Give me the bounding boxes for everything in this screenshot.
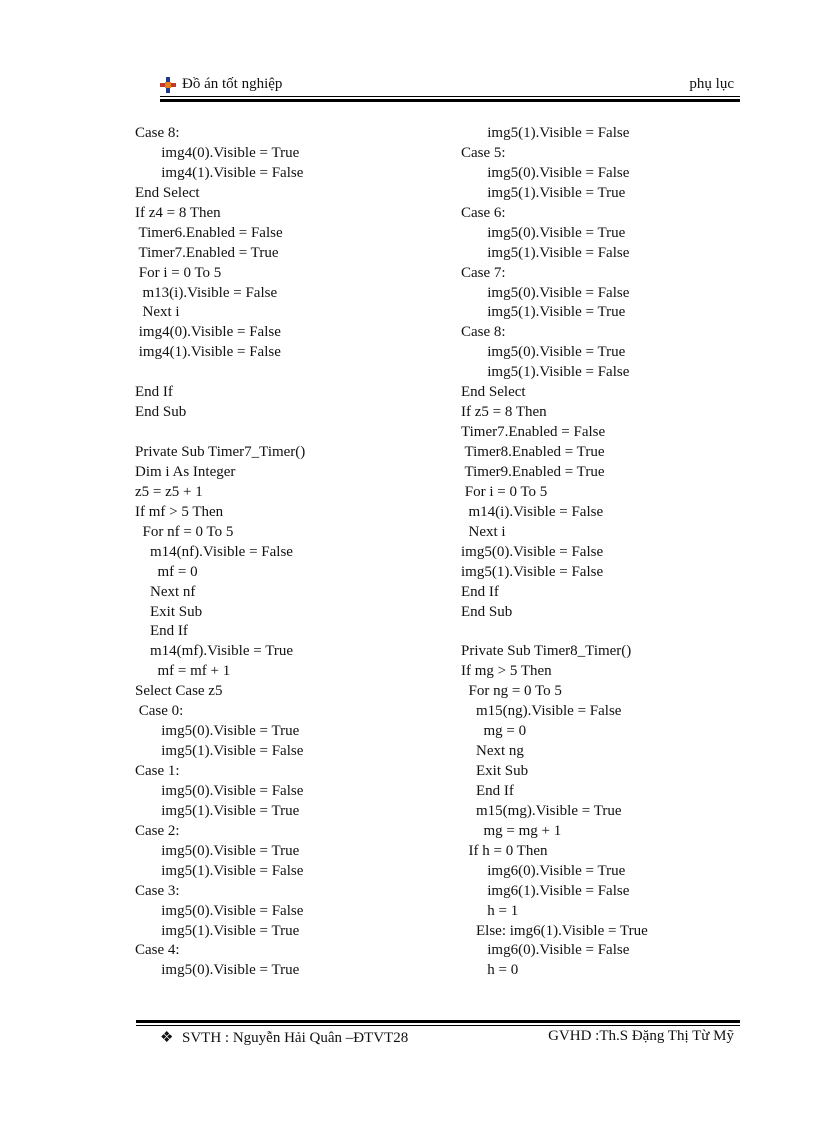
code-line: Else: img6(1).Visible = True — [461, 922, 648, 939]
student-info: SVTH : Nguyễn Hải Quân –ĐTVT28 — [182, 1030, 409, 1046]
code-line: img5(1).Visible = True — [461, 184, 626, 201]
code-line: img5(0).Visible = False — [461, 284, 630, 301]
code-line: img5(0).Visible = True — [461, 224, 626, 241]
code-line: img5(1).Visible = False — [461, 125, 630, 141]
code-line: End If — [135, 384, 173, 401]
code-line: If z5 = 8 Then — [461, 404, 547, 421]
code-line: img6(0).Visible = False — [461, 942, 630, 959]
code-line: z5 = z5 + 1 — [135, 483, 203, 500]
code-line: Next i — [135, 304, 180, 321]
code-line: For nf = 0 To 5 — [135, 523, 234, 540]
code-line: mg = mg + 1 — [461, 822, 562, 839]
code-line: img5(1).Visible = False — [135, 862, 304, 879]
code-line: mg = 0 — [461, 723, 527, 740]
code-line: img5(0).Visible = False — [135, 902, 304, 919]
code-line: mf = 0 — [135, 563, 198, 580]
code-line: End Select — [135, 184, 200, 201]
code-line: img5(1).Visible = False — [461, 244, 630, 261]
code-line: Next ng — [461, 743, 524, 760]
code-line: img5(0).Visible = False — [135, 782, 304, 799]
code-line: Case 1: — [135, 763, 180, 779]
code-line: Case 7: — [461, 264, 506, 281]
code-line: img5(0).Visible = False — [461, 164, 630, 181]
code-line: Case 5: — [461, 144, 506, 161]
code-line: Exit Sub — [135, 603, 203, 620]
code-column-left — [135, 124, 455, 981]
code-line: Case 6: — [461, 204, 506, 221]
code-line: End Sub — [135, 404, 187, 421]
code-line — [135, 423, 455, 443]
code-line: Timer8.Enabled = True — [461, 444, 605, 460]
code-line: For ng = 0 To 5 — [461, 683, 562, 700]
code-line: End Sub — [461, 603, 513, 620]
page-header — [160, 76, 740, 98]
code-line: End If — [135, 623, 188, 640]
code-line: Timer9.Enabled = True — [461, 463, 605, 480]
code-line: If z4 = 8 Then — [135, 204, 221, 221]
code-line: End Select — [461, 384, 526, 401]
code-line: img4(1).Visible = False — [135, 344, 281, 361]
code-line: h = 0 — [461, 962, 519, 979]
code-line: img4(1).Visible = False — [135, 164, 304, 181]
code-line: End If — [461, 782, 514, 799]
code-line: img5(1).Visible = True — [461, 304, 626, 321]
code-line: m13(i).Visible = False — [135, 284, 278, 301]
code-line: Case 4: — [135, 942, 180, 959]
code-line: If mf > 5 Then — [135, 503, 224, 520]
header-divider — [160, 96, 740, 97]
code-line: img5(0).Visible = True — [135, 842, 300, 859]
code-line: Dim i As Integer — [135, 463, 236, 480]
code-line: For i = 0 To 5 — [135, 264, 222, 281]
code-line: Case 0: — [135, 703, 184, 720]
footer-divider — [136, 1025, 740, 1026]
code-line: m14(nf).Visible = False — [135, 543, 293, 560]
code-line: img5(1).Visible = False — [461, 563, 604, 580]
code-line: m15(mg).Visible = True — [461, 802, 622, 819]
code-line: Next i — [461, 523, 506, 540]
code-line: img5(1).Visible = False — [135, 743, 304, 760]
code-line: Next nf — [135, 583, 196, 600]
code-line: img5(0).Visible = True — [135, 962, 300, 979]
code-line: m15(ng).Visible = False — [461, 703, 622, 720]
code-line: Exit Sub — [461, 763, 529, 779]
code-line: Timer7.Enabled = True — [135, 244, 279, 261]
code-line: img5(0).Visible = False — [461, 543, 604, 560]
code-line: mf = mf + 1 — [135, 663, 231, 680]
code-line: img5(1).Visible = True — [135, 922, 300, 939]
code-line: For i = 0 To 5 — [461, 483, 548, 500]
code-line: Private Sub Timer8_Timer() — [461, 643, 632, 660]
code-line: img4(0).Visible = True — [135, 144, 300, 161]
code-line: img5(1).Visible = False — [461, 364, 630, 381]
code-line: h = 1 — [461, 902, 519, 919]
code-line: img6(1).Visible = False — [461, 882, 630, 899]
code-line: Case 2: — [135, 822, 180, 839]
code-line — [461, 622, 761, 642]
code-line: img5(1).Visible = True — [135, 802, 300, 819]
code-line: img5(0).Visible = True — [135, 723, 300, 740]
code-line: m14(i).Visible = False — [461, 503, 604, 520]
code-line: img5(0).Visible = True — [461, 344, 626, 361]
section-name: phụ lục — [689, 76, 734, 92]
code-line: m14(mf).Visible = True — [135, 643, 293, 660]
code-line: If h = 0 Then — [461, 842, 548, 859]
advisor-info: GVHD :Th.S Đặng Thị Từ Mỹ — [548, 1028, 734, 1044]
code-line: Timer6.Enabled = False — [135, 224, 283, 241]
code-line: Case 8: — [461, 324, 506, 341]
pin-icon — [160, 77, 176, 93]
header-divider-thick — [160, 99, 740, 102]
code-line: Case 3: — [135, 882, 180, 899]
code-line: End If — [461, 583, 499, 600]
code-line: Case 8: — [135, 125, 180, 141]
code-line: Select Case z5 — [135, 683, 223, 700]
code-line — [135, 363, 455, 383]
code-line: img6(0).Visible = True — [461, 862, 626, 879]
code-line: Timer7.Enabled = False — [461, 424, 606, 441]
code-line: Private Sub Timer7_Timer() — [135, 444, 306, 460]
code-line: img4(0).Visible = False — [135, 324, 281, 341]
header-title-group — [160, 76, 282, 93]
footer-student-group — [160, 1028, 408, 1047]
document-title: Đồ án tốt nghiệp — [182, 76, 283, 92]
footer-divider-thick — [136, 1020, 740, 1023]
diamond-bullet-icon: ❖ — [160, 1030, 174, 1046]
code-line: If mg > 5 Then — [461, 663, 552, 680]
code-column-right — [461, 124, 761, 981]
